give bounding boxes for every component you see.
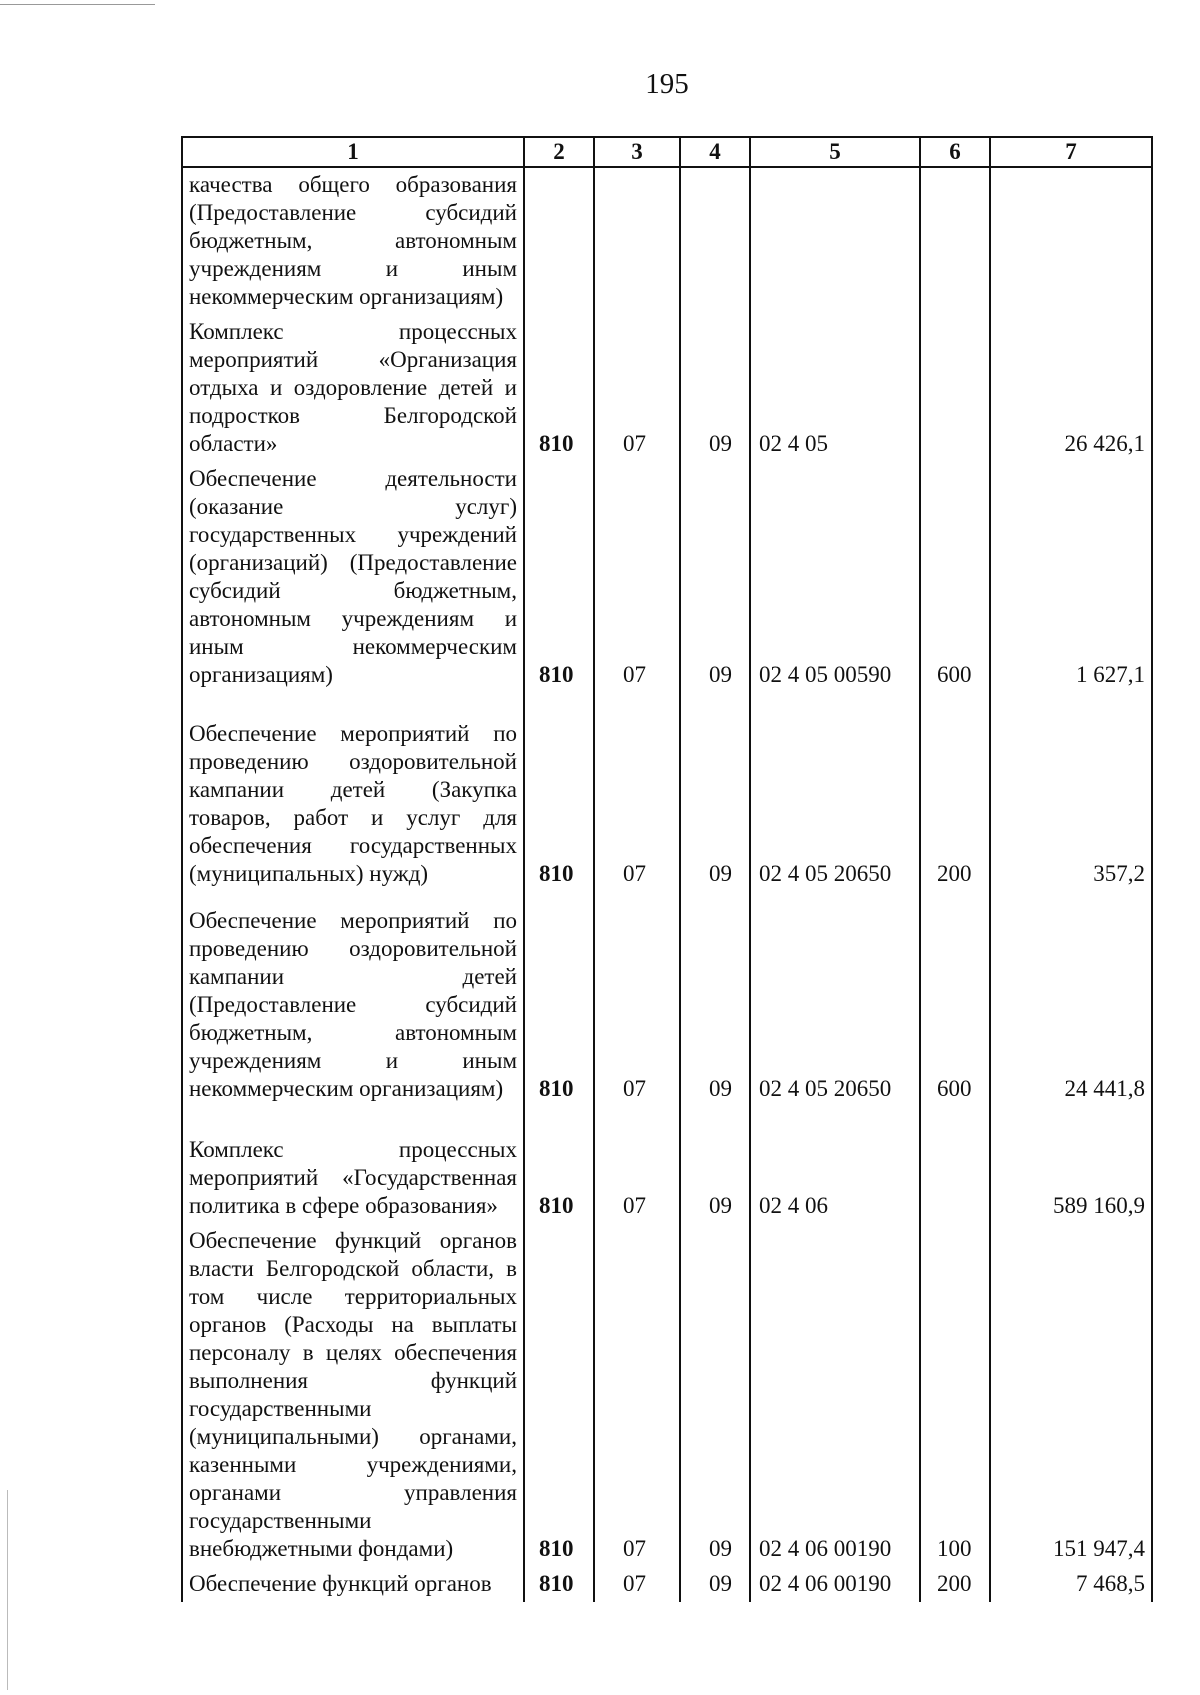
ministry-code: 810: [524, 1107, 594, 1224]
amount-value: 357,2: [990, 693, 1152, 892]
ministry-code: 810: [524, 693, 594, 892]
target-article-code: 02 4 06 00190: [750, 1567, 920, 1602]
column-header: 4: [680, 137, 750, 167]
amount-value: 7 468,5: [990, 1567, 1152, 1602]
row-description: Обеспечение функций органов: [182, 1567, 524, 1602]
table-row: [182, 315, 1152, 462]
section-code: 07: [594, 892, 680, 1107]
expense-type-code: [920, 167, 990, 315]
amount-value: 24 441,8: [990, 892, 1152, 1107]
expense-type-code: 200: [920, 693, 990, 892]
row-description: Комплекс процессных мероприятий «Организация отдыха и оздоровление детей и подростков Белгородской области»: [182, 315, 524, 462]
subsection-code: 09: [680, 693, 750, 892]
page-number: 195: [645, 68, 689, 100]
expense-type-code: 600: [920, 892, 990, 1107]
subsection-code: 09: [680, 1107, 750, 1224]
target-article-code: 02 4 06 00190: [750, 1224, 920, 1567]
column-header: 6: [920, 137, 990, 167]
table-row: [182, 462, 1152, 693]
section-code: 07: [594, 1224, 680, 1567]
section-code: 07: [594, 693, 680, 892]
target-article-code: 02 4 05 20650: [750, 693, 920, 892]
column-header: 3: [594, 137, 680, 167]
ministry-code: 810: [524, 315, 594, 462]
ministry-code: 810: [524, 1567, 594, 1602]
expense-type-code: [920, 315, 990, 462]
subsection-code: [680, 167, 750, 315]
subsection-code: 09: [680, 1224, 750, 1567]
scan-edge-line: [0, 4, 155, 5]
target-article-code: 02 4 05 20650: [750, 892, 920, 1107]
target-article-code: 02 4 06: [750, 1107, 920, 1224]
row-description: качества общего образования (Предоставление субсидий бюджетным, автономным учреждениям и иным некоммерческим организациям): [182, 167, 524, 315]
subsection-code: 09: [680, 892, 750, 1107]
expense-type-code: 100: [920, 1224, 990, 1567]
table-row: [182, 1567, 1152, 1602]
row-description: Обеспечение функций органов власти Белгородской области, в том числе территориальных органов (Расходы на выплаты персоналу в целях обеспечения выполнения функций государственными (муниципальными) органами, казенными учреждениями, органами управления государственными внебюджетными фондами): [182, 1224, 524, 1567]
section-code: [594, 167, 680, 315]
table-row: [182, 1107, 1152, 1224]
amount-value: 26 426,1: [990, 315, 1152, 462]
column-header: 5: [750, 137, 920, 167]
ministry-code: [524, 167, 594, 315]
table-row: [182, 1224, 1152, 1567]
scan-edge-line: [7, 1490, 8, 1690]
section-code: 07: [594, 462, 680, 693]
row-description: Обеспечение деятельности (оказание услуг) государственных учреждений (организаций) (Предоставление субсидий бюджетным, автономным учреждениям и иным некоммерческим организациям): [182, 462, 524, 693]
ministry-code: 810: [524, 1224, 594, 1567]
column-header: 1: [182, 137, 524, 167]
ministry-code: 810: [524, 462, 594, 693]
table-header-row: [182, 137, 1152, 167]
section-code: 07: [594, 315, 680, 462]
expense-type-code: [920, 1107, 990, 1224]
table-row: [182, 693, 1152, 892]
table-row: [182, 167, 1152, 315]
subsection-code: 09: [680, 1567, 750, 1602]
amount-value: 151 947,4: [990, 1224, 1152, 1567]
amount-value: 1 627,1: [990, 462, 1152, 693]
column-header: 2: [524, 137, 594, 167]
amount-value: [990, 167, 1152, 315]
row-description: Комплекс процессных мероприятий «Государственная политика в сфере образования»: [182, 1107, 524, 1224]
subsection-code: 09: [680, 462, 750, 693]
ministry-code: 810: [524, 892, 594, 1107]
row-description: Обеспечение мероприятий по проведению оздоровительной кампании детей (Закупка товаров, работ и услуг для обеспечения государственных (муниципальных) нужд): [182, 693, 524, 892]
target-article-code: 02 4 05: [750, 315, 920, 462]
target-article-code: 02 4 05 00590: [750, 462, 920, 693]
row-description: Обеспечение мероприятий по проведению оздоровительной кампании детей (Предоставление субсидий бюджетным, автономным учреждениям и иным некоммерческим организациям): [182, 892, 524, 1107]
subsection-code: 09: [680, 315, 750, 462]
section-code: 07: [594, 1567, 680, 1602]
section-code: 07: [594, 1107, 680, 1224]
column-header: 7: [990, 137, 1152, 167]
budget-table: [181, 136, 1153, 1602]
expense-type-code: 200: [920, 1567, 990, 1602]
expense-type-code: 600: [920, 462, 990, 693]
table-row: [182, 892, 1152, 1107]
target-article-code: [750, 167, 920, 315]
amount-value: 589 160,9: [990, 1107, 1152, 1224]
